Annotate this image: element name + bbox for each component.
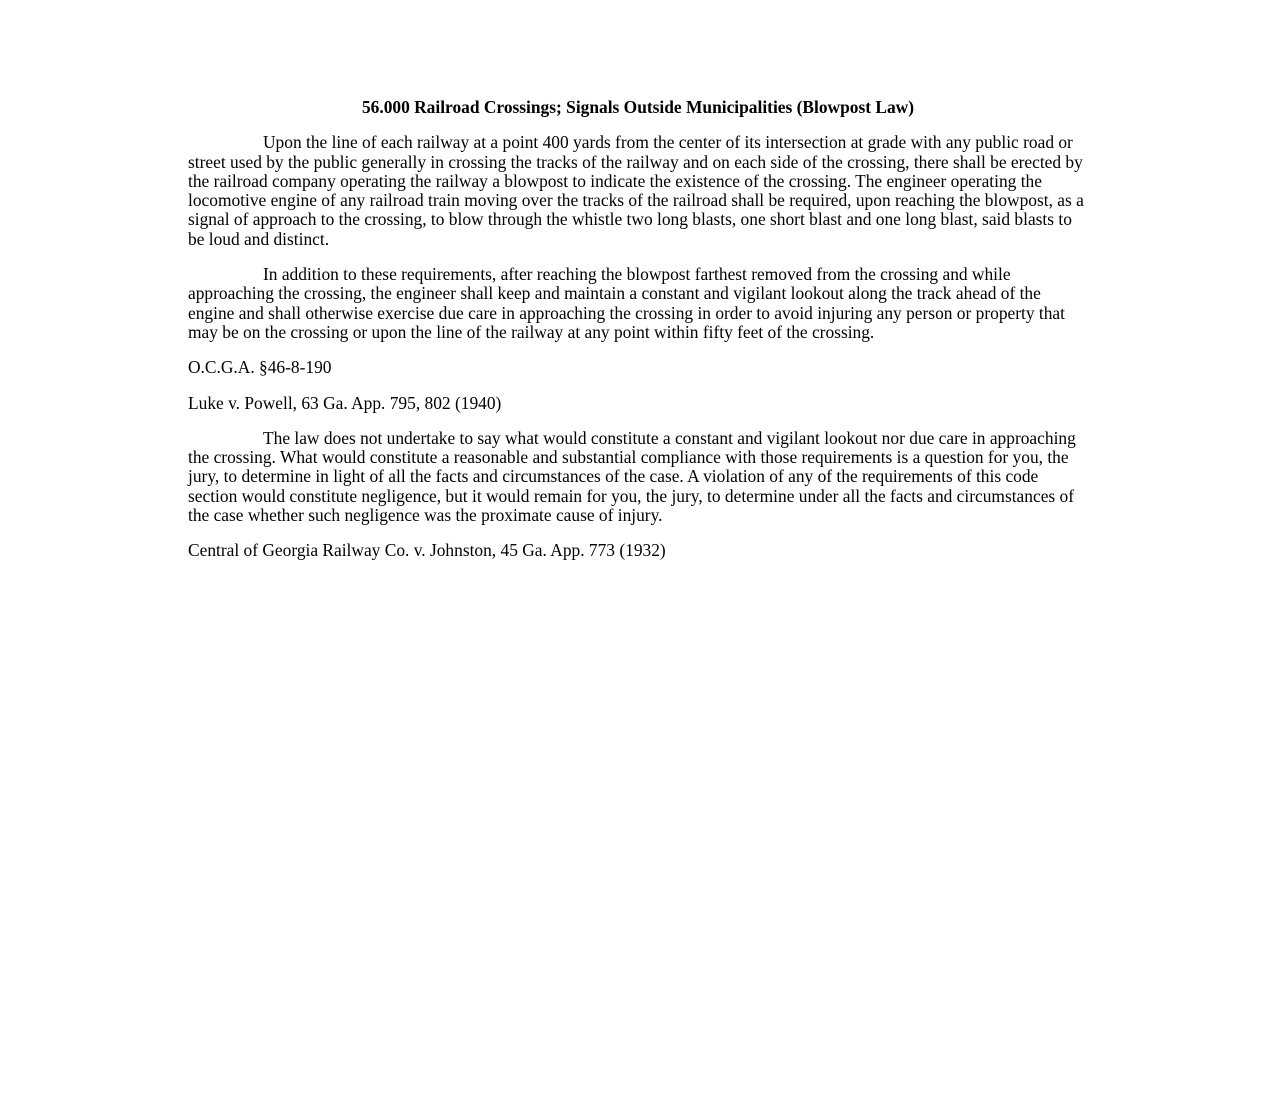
paragraph-blowpost-requirement: Upon the line of each railway at a point 400 yards from the center of its intersection at grade with any public road or street used by the public generally in crossing the tracks of the railway and on each side of the crossing, there shall be erected by the railroad company operating the railway a blowpost to indicate the existence of the crossing. The engineer operating the locomotive engine of any railroad train moving over the tracks of the railroad shall be required, upon reaching the blowpost, as a signal of approach to the crossing, to blow through the whistle two long blasts, one short blast and one long blast, said blasts to be loud and distinct. xyxy=(188,132,1084,249)
case-citation-luke: Luke v. Powell, 63 Ga. App. 795, 802 (1940) xyxy=(188,392,502,413)
document-title: 56.000 Railroad Crossings; Signals Outside Municipalities (Blowpost Law) xyxy=(361,97,915,117)
paragraph-jury-determination: The law does not undertake to say what would constitute a constant and vigilant lookout nor due care in approaching the crossing. What would constitute a reasonable and substantial compliance with those requirements is a question for you, the jury, to determine in light of all the facts and circumstances of the case. A violation of any of the requirements of this code section would constitute negligence, but it would remain for you, the jury, to determine under all the facts and circumstances of the case whether such negligence was the proximate cause of injury. xyxy=(188,427,1076,526)
document-page xyxy=(188,98,1088,577)
statute-citation: O.C.G.A. §46-8-190 xyxy=(188,357,332,378)
paragraph-lookout-requirement: In addition to these requirements, after reaching the blowpost farthest removed from the crossing and while approaching the crossing, the engineer shall keep and maintain a constant and vigilant lookout along the track ahead of the engine and shall otherwise exercise due care in approaching the crossing in order to avoid injuring any person or property that may be on the crossing or upon the line of the railway at any point within fifty feet of the crossing. xyxy=(188,264,1065,342)
case-citation-central-georgia: Central of Georgia Railway Co. v. Johnston, 45 Ga. App. 773 (1932) xyxy=(188,540,666,561)
